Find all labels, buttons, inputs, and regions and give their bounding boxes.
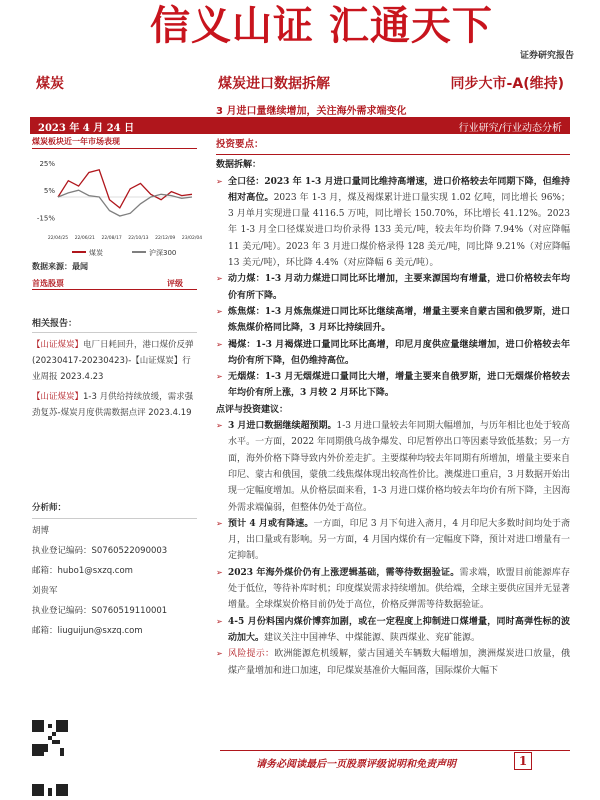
analyst-email[interactable]: 邮箱：liuguijun@sxzq.com bbox=[32, 626, 143, 636]
arrow-icon: ➢ bbox=[216, 518, 223, 528]
footer-divider bbox=[220, 750, 570, 751]
arrow-icon: ➢ bbox=[216, 176, 223, 186]
related-reports bbox=[32, 316, 197, 421]
page-title: 煤炭进口数据拆解 bbox=[218, 76, 330, 92]
paragraph bbox=[216, 418, 570, 516]
date-bar bbox=[30, 117, 570, 134]
related-title: 相关报告： bbox=[32, 316, 197, 333]
para-lead: 2023 年海外煤价仍有上涨逻辑基础，需等待数据验证。 bbox=[228, 567, 460, 578]
x-tick-label: 22/12/09 bbox=[155, 236, 176, 241]
analyst-name: 刘贵军 bbox=[32, 586, 58, 596]
para-lead: 无烟煤：1-3 月无烟煤进口量同比大增，增量主要来自俄罗斯，进口无烟煤价格较去年均价有所上涨，3 月较 2 月环比下降。 bbox=[228, 372, 570, 399]
analyst-name: 胡博 bbox=[32, 526, 50, 536]
para-text: 1-3 月进口量较去年同期大幅增加，与历年相比也处于较高水平。一方面，2022 年同期俄乌战争爆发、印尼暂停出口等因素导致低基数；另一方面，海外价格下降导致内外价差走扩。主要煤种均较去年同期有所增加，增量主要来自印尼、蒙古和俄国，蒙俄二线焦煤体现出较高性价比。澳煤进口重启，3 月数据开始出现一定幅度增加。从价格层面来看，1-3 月进口煤价格均较去年均价有所下降，主因海外需求端偏弱，但整体仍处于高位。 bbox=[228, 421, 571, 513]
arrow-icon: ➢ bbox=[216, 274, 223, 284]
risk-label: 风险提示： bbox=[228, 649, 275, 660]
industry-label: 煤炭 bbox=[36, 76, 64, 92]
invest-points-title: 投资要点： bbox=[216, 137, 570, 155]
para-lead: 4-5 月份料国内煤价博弈加剧，或在一定程度上抑制进口煤增量，同时高弹性标的波动加大。 bbox=[228, 616, 570, 643]
x-tick-label: 22/04/25 bbox=[47, 236, 69, 241]
x-tick-label: 22/06/21 bbox=[74, 236, 95, 241]
arrow-icon: ➢ bbox=[216, 306, 223, 316]
stock-col-rating: 评级 bbox=[167, 279, 183, 288]
banner bbox=[0, 0, 600, 48]
para-text: 需求端，欧盟目前能源库存处于低位，等待补库时机；印度煤炭需求持续增加。供给端，全球主要供应国并无显著增量。全球煤炭价格目前仍处于高位，价格反弹需等待数据验证。 bbox=[228, 567, 571, 611]
legend-label: 煤炭 bbox=[89, 249, 103, 257]
arrow-icon: ➢ bbox=[216, 567, 223, 577]
x-tick-label: 22/08/17 bbox=[101, 236, 122, 241]
y-tick-label: 5% bbox=[43, 187, 55, 196]
paragraph bbox=[216, 174, 570, 272]
para-text: 建议关注中国神华、中煤能源、陕西煤业、兖矿能源。 bbox=[264, 632, 481, 643]
y-tick-label: -15% bbox=[36, 214, 55, 223]
banner-slogan: 信义山证 汇通天下 bbox=[150, 2, 493, 49]
analysts bbox=[32, 498, 197, 641]
arrow-icon: ➢ bbox=[216, 421, 223, 431]
related-tag: 【山证煤炭】 bbox=[32, 340, 84, 350]
report-date: 2023 年 4 月 24 日 bbox=[38, 123, 135, 134]
analyst-cert: 执业登记编码：S0760519110001 bbox=[32, 606, 168, 616]
para-lead: 3 月进口数据继续超预期。 bbox=[228, 421, 337, 432]
para-lead: 预计 4 月或有降速。 bbox=[228, 518, 314, 529]
para-text: 欧洲能源危机缓解，蒙古国通关车辆数大幅增加，澳洲煤炭进口放量，俄煤产量增加和进口加速，印尼煤炭基准价大幅回落，国际煤价大幅下 bbox=[228, 649, 570, 676]
arrow-icon: ➢ bbox=[216, 339, 223, 349]
qr-code-icon bbox=[32, 720, 68, 756]
para-text: 2023 年 1-3 月，煤及褐煤累计进口量实现 1.02 亿吨，同比增长 96%；3 月单月实现进口量 4116.5 万吨，同比增长 150.70%，环比增长 41.12%。2023 年 1-3 月全口径煤炭进口均价录得 133 美元/吨，较去年均价降 7.94%（对应降幅 11 美元/吨）。2023 年 3 月进口煤价格录得 128 美元/吨，同比降 9.21%（对应降幅 13 美元/吨），环比降 4.4%（对应降幅 6 美元/吨）。 bbox=[228, 192, 570, 269]
arrow-icon: ➢ bbox=[216, 649, 223, 659]
para-lead: 动力煤：1-3 月动力煤进口同比环比增加，主要来源国均有增量，进口价格较去年均价有所下降。 bbox=[228, 274, 570, 301]
y-tick-label: 25% bbox=[39, 160, 55, 168]
series-line bbox=[58, 170, 192, 208]
sidebar bbox=[32, 136, 203, 636]
paragraph bbox=[216, 614, 570, 647]
data-source: 数据来源：最闻 bbox=[32, 262, 88, 271]
related-item[interactable] bbox=[32, 337, 197, 385]
paragraph bbox=[216, 271, 570, 304]
performance-chart bbox=[32, 149, 203, 259]
paragraph bbox=[216, 646, 570, 679]
related-text: 1-3 月供给持续放缓，需求强劲复苏-煤炭月度供需数据点评 2023.4.19 bbox=[32, 392, 194, 418]
rating-label: 同步大市-A(维持) bbox=[450, 76, 564, 92]
x-tick-label: 22/10/13 bbox=[128, 236, 149, 241]
paragraph bbox=[216, 369, 570, 402]
arrow-icon: ➢ bbox=[216, 616, 223, 626]
related-text: 电厂日耗回升，港口煤价反弹 (20230417-20230423)-【山证煤炭】行业周报 2023.4.23 bbox=[32, 340, 194, 382]
para-text: 一方面，印尼 3 月下旬进入斋月，4 月印尼大多数时间均处于斋月，出口量或有影响。另一方面，4 月国内煤价有一定幅度下降，预计对进口增量有一定抑制。 bbox=[228, 518, 570, 562]
para-lead: 炼焦煤：1-3 月炼焦煤进口同比环比继续高增，增量主要来自蒙古国和俄罗斯，进口炼焦煤价格同比降，3 月环比持续回升。 bbox=[228, 306, 570, 334]
paragraph bbox=[216, 565, 570, 614]
analyst-cert: 执业登记编码：S0760522090003 bbox=[32, 546, 168, 556]
main-content bbox=[216, 137, 570, 679]
para-lead: 褐煤：1-3 月褐煤进口量同比环比高增，印尼月度供应量继续增加，进口价格较去年均价有所下降，但仍维持高位。 bbox=[228, 339, 570, 366]
arrow-icon: ➢ bbox=[216, 372, 223, 382]
chart-svg bbox=[32, 149, 203, 259]
chart-title: 煤炭板块近一年市场表现 bbox=[32, 136, 197, 149]
header bbox=[36, 73, 564, 93]
paragraph bbox=[216, 337, 570, 370]
stock-col-name: 首选股票 bbox=[32, 279, 64, 288]
data-breakdown-title: 数据拆解： bbox=[216, 160, 262, 171]
related-item[interactable] bbox=[32, 389, 197, 421]
related-tag: 【山证煤炭】 bbox=[32, 392, 84, 402]
analysts-title: 分析师： bbox=[32, 498, 197, 519]
footer-disclaimer[interactable]: 请务必阅读最后一页股票评级说明和免责声明 bbox=[256, 759, 456, 770]
x-tick-label: 23/02/04 bbox=[181, 236, 203, 241]
legend-label: 沪深300 bbox=[149, 249, 177, 257]
series-line bbox=[58, 190, 192, 216]
paragraph bbox=[216, 516, 570, 565]
advice-title: 点评与投资建议： bbox=[216, 404, 289, 415]
page-number: 1 bbox=[514, 752, 532, 770]
paragraph bbox=[216, 304, 570, 337]
stock-table-header bbox=[32, 278, 197, 290]
report-type: 证券研究报告 bbox=[520, 51, 575, 61]
qr-code-icon bbox=[32, 784, 68, 800]
report-category: 行业研究/行业动态分析 bbox=[458, 123, 562, 134]
para-lead: 全口径：2023 年 1-3 月进口量同比维持高增速，进口价格较去年同期下降，但维持相对高位。 bbox=[228, 176, 570, 203]
analyst-email[interactable]: 邮箱：hubo1@sxzq.com bbox=[32, 566, 133, 576]
subtitle: 3 月进口量继续增加，关注海外需求端变化 bbox=[216, 106, 407, 117]
